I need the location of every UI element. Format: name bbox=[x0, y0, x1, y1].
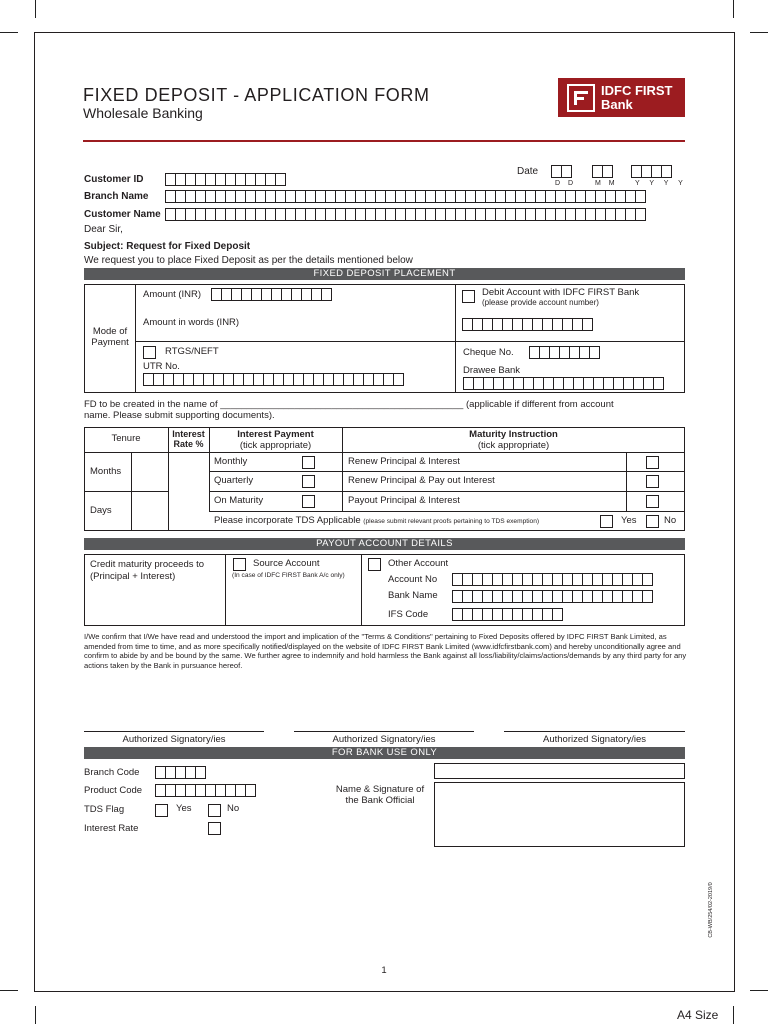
debit-account-boxes[interactable] bbox=[462, 318, 593, 331]
bank-logo-icon bbox=[566, 83, 596, 113]
date-hint-mm: M M bbox=[595, 180, 618, 187]
page-number: 1 bbox=[381, 965, 387, 976]
fd-placement-heading: FIXED DEPOSIT PLACEMENT bbox=[84, 268, 685, 280]
interest-payment-tick: (tick appropriate) bbox=[239, 440, 312, 451]
maturity-renew-pi-label: Renew Principal & Interest bbox=[348, 456, 460, 467]
fd-name-suffix: (applicable if different from account bbox=[465, 399, 614, 410]
other-account-checkbox[interactable] bbox=[368, 558, 381, 571]
rtgs-checkbox[interactable] bbox=[143, 346, 156, 359]
other-account-label: Other Account bbox=[388, 558, 449, 569]
tds-flag-no-label: No bbox=[227, 803, 240, 814]
maturity-payout-checkbox[interactable] bbox=[646, 495, 659, 508]
form-code: CB-WB/254/02-2019/0 bbox=[708, 882, 714, 938]
date-hint-yyyy: Y Y Y Y bbox=[635, 180, 687, 187]
bank-official-label: Name & Signature of the Bank Official bbox=[335, 784, 425, 806]
tds-yes-checkbox[interactable] bbox=[600, 515, 613, 528]
payment-quarterly-checkbox[interactable] bbox=[302, 475, 315, 488]
maturity-renew-payout-checkbox[interactable] bbox=[646, 475, 659, 488]
interest-rate-label: Interest Rate bbox=[84, 823, 139, 834]
days-label: Days bbox=[90, 505, 112, 516]
source-account-checkbox[interactable] bbox=[233, 558, 246, 571]
payout-heading: PAYOUT ACCOUNT DETAILS bbox=[84, 538, 685, 550]
tds-flag-label: TDS Flag bbox=[84, 804, 125, 815]
rtgs-label: RTGS/NEFT bbox=[165, 346, 219, 357]
bank-name-label: Bank Name bbox=[388, 590, 438, 601]
ifs-code-boxes[interactable] bbox=[452, 608, 563, 621]
debit-account-note: (please provide account number) bbox=[482, 298, 599, 307]
product-code-label: Product Code bbox=[84, 785, 143, 796]
date-hint-dd: D D bbox=[555, 180, 577, 187]
crop-mark bbox=[35, 1006, 36, 1024]
branch-code-label: Branch Code bbox=[84, 767, 140, 778]
crop-mark bbox=[750, 990, 768, 991]
signatory-label-1: Authorized Signatory/ies bbox=[122, 734, 226, 745]
tds-flag-yes-label: Yes bbox=[176, 803, 192, 814]
intro-line: We request you to place Fixed Deposit as per the details mentioned below bbox=[84, 255, 413, 266]
principal-interest-label: (Principal + Interest) bbox=[90, 571, 176, 582]
signatory-label-3: Authorized Signatory/ies bbox=[543, 734, 646, 745]
crop-mark bbox=[733, 1006, 734, 1024]
cheque-no-boxes[interactable] bbox=[529, 346, 600, 359]
crop-mark bbox=[35, 0, 36, 18]
utr-label: UTR No. bbox=[143, 361, 180, 372]
bank-name-boxes[interactable] bbox=[452, 590, 653, 603]
ifs-code-label: IFS Code bbox=[388, 609, 429, 620]
tds-applicable-note: (please submit relevant proofs pertaining to TDS exemption) bbox=[363, 518, 540, 525]
size-label: A4 Size bbox=[677, 1008, 719, 1022]
crop-mark bbox=[750, 32, 768, 33]
tenure-header: Tenure bbox=[111, 433, 141, 444]
product-code-boxes[interactable] bbox=[155, 784, 256, 797]
tds-no-label: No bbox=[664, 515, 677, 526]
form-code-wrapper bbox=[706, 875, 716, 945]
debit-account-checkbox[interactable] bbox=[462, 290, 475, 303]
branch-name-boxes[interactable] bbox=[165, 190, 646, 203]
bank-official-name-box[interactable] bbox=[434, 763, 685, 779]
customer-id-label: Customer ID bbox=[84, 174, 144, 185]
source-account-note: (In case of IDFC FIRST Bank A/c only) bbox=[232, 572, 345, 579]
date-year-boxes[interactable] bbox=[631, 165, 672, 178]
salutation: Dear Sir, bbox=[84, 224, 123, 235]
crop-mark bbox=[733, 0, 734, 18]
bank-official-signature-box[interactable] bbox=[434, 782, 685, 847]
tds-flag-no-checkbox[interactable] bbox=[208, 804, 221, 817]
payment-monthly-label: Monthly bbox=[214, 456, 248, 467]
form-title: FIXED DEPOSIT - APPLICATION FORM bbox=[83, 85, 430, 105]
payment-on-maturity-label: On Maturity bbox=[214, 495, 264, 506]
interest-rate-box[interactable] bbox=[208, 822, 221, 835]
fd-name-blank[interactable]: ______________________________________________ bbox=[220, 399, 464, 410]
branch-name-label: Branch Name bbox=[84, 191, 149, 202]
utr-boxes[interactable] bbox=[143, 373, 404, 386]
account-no-label: Account No bbox=[388, 574, 438, 585]
signature-line[interactable] bbox=[84, 731, 264, 732]
signature-line[interactable] bbox=[504, 731, 685, 732]
fd-name-line2: name. Please submit supporting documents). bbox=[84, 410, 275, 421]
maturity-renew-pi-checkbox[interactable] bbox=[646, 456, 659, 469]
maturity-payout-label: Payout Principal & Interest bbox=[348, 495, 460, 506]
bank-use-heading: FOR BANK USE ONLY bbox=[84, 747, 685, 759]
credit-maturity-label: Credit maturity proceeds to bbox=[90, 559, 205, 570]
account-no-boxes[interactable] bbox=[452, 573, 653, 586]
tds-flag-yes-checkbox[interactable] bbox=[155, 804, 168, 817]
months-label: Months bbox=[90, 466, 122, 477]
form-subtitle: Wholesale Banking bbox=[83, 105, 203, 121]
interest-rate-header: Interest Rate % bbox=[172, 429, 205, 449]
tds-yes-label: Yes bbox=[621, 515, 637, 526]
declaration-text: I/We confirm that I/We have read and understood the import and implication of the "Terms & Conditions" pertaining to Fixed Deposits offered by IDFC FIRST Bank Limited, as amended from time to time, and as more specifically notified/displayed on the website of IDFC FIRST Bank Limited (www.idfcfirstbank.com) and hereby unconditionally agree and confirm to abide by and be bound by the same. We further agree to indemnify and hold harmless the Bank against all loss/liability/claims/actions/demands by any third party for any actions taken by the Bank in pursuance hereof. bbox=[84, 632, 687, 670]
maturity-instruction-header: Maturity Instruction bbox=[469, 429, 558, 440]
tds-no-checkbox[interactable] bbox=[646, 515, 659, 528]
subject-line: Subject: Request for Fixed Deposit bbox=[84, 241, 251, 252]
bank-logo bbox=[558, 78, 685, 117]
crop-mark bbox=[0, 990, 18, 991]
cheque-no-label: Cheque No. bbox=[463, 347, 514, 358]
payment-on-maturity-checkbox[interactable] bbox=[302, 495, 315, 508]
amount-boxes[interactable] bbox=[211, 288, 332, 301]
customer-name-boxes[interactable] bbox=[165, 208, 646, 221]
source-account-label: Source Account bbox=[253, 558, 320, 569]
date-month-boxes[interactable] bbox=[592, 165, 613, 178]
maturity-instruction-tick: (tick appropriate) bbox=[477, 440, 550, 451]
logo-line1: IDFC FIRST bbox=[601, 83, 673, 98]
interest-payment-header: Interest Payment bbox=[237, 429, 314, 440]
tds-applicable bbox=[214, 515, 539, 526]
mode-of-payment-label: Mode of Payment bbox=[91, 326, 129, 348]
customer-name-label: Customer Name bbox=[84, 209, 161, 220]
payment-quarterly-label: Quarterly bbox=[214, 475, 254, 486]
date-day-boxes[interactable] bbox=[551, 165, 572, 178]
debit-account-label: Debit Account with IDFC FIRST Bank bbox=[482, 287, 640, 298]
drawee-bank-label: Drawee Bank bbox=[463, 365, 521, 376]
signature-line[interactable] bbox=[294, 731, 474, 732]
fd-name-line bbox=[84, 399, 614, 410]
fd-name-prefix: FD to be created in the name of bbox=[84, 399, 218, 410]
date-label: Date bbox=[517, 166, 539, 177]
payment-monthly-checkbox[interactable] bbox=[302, 456, 315, 469]
amount-label: Amount (INR) bbox=[143, 289, 202, 300]
customer-id-boxes[interactable] bbox=[165, 173, 286, 186]
tds-applicable-label: Please incorporate TDS Applicable bbox=[214, 515, 361, 526]
drawee-bank-boxes[interactable] bbox=[463, 377, 664, 390]
header-divider bbox=[83, 140, 685, 142]
maturity-renew-payout-label: Renew Principal & Pay out Interest bbox=[348, 475, 495, 486]
logo-line2: Bank bbox=[601, 97, 633, 112]
amount-words-label: Amount in words (INR) bbox=[143, 317, 240, 328]
branch-code-boxes[interactable] bbox=[155, 766, 206, 779]
crop-mark bbox=[0, 32, 18, 33]
signatory-label-2: Authorized Signatory/ies bbox=[332, 734, 436, 745]
